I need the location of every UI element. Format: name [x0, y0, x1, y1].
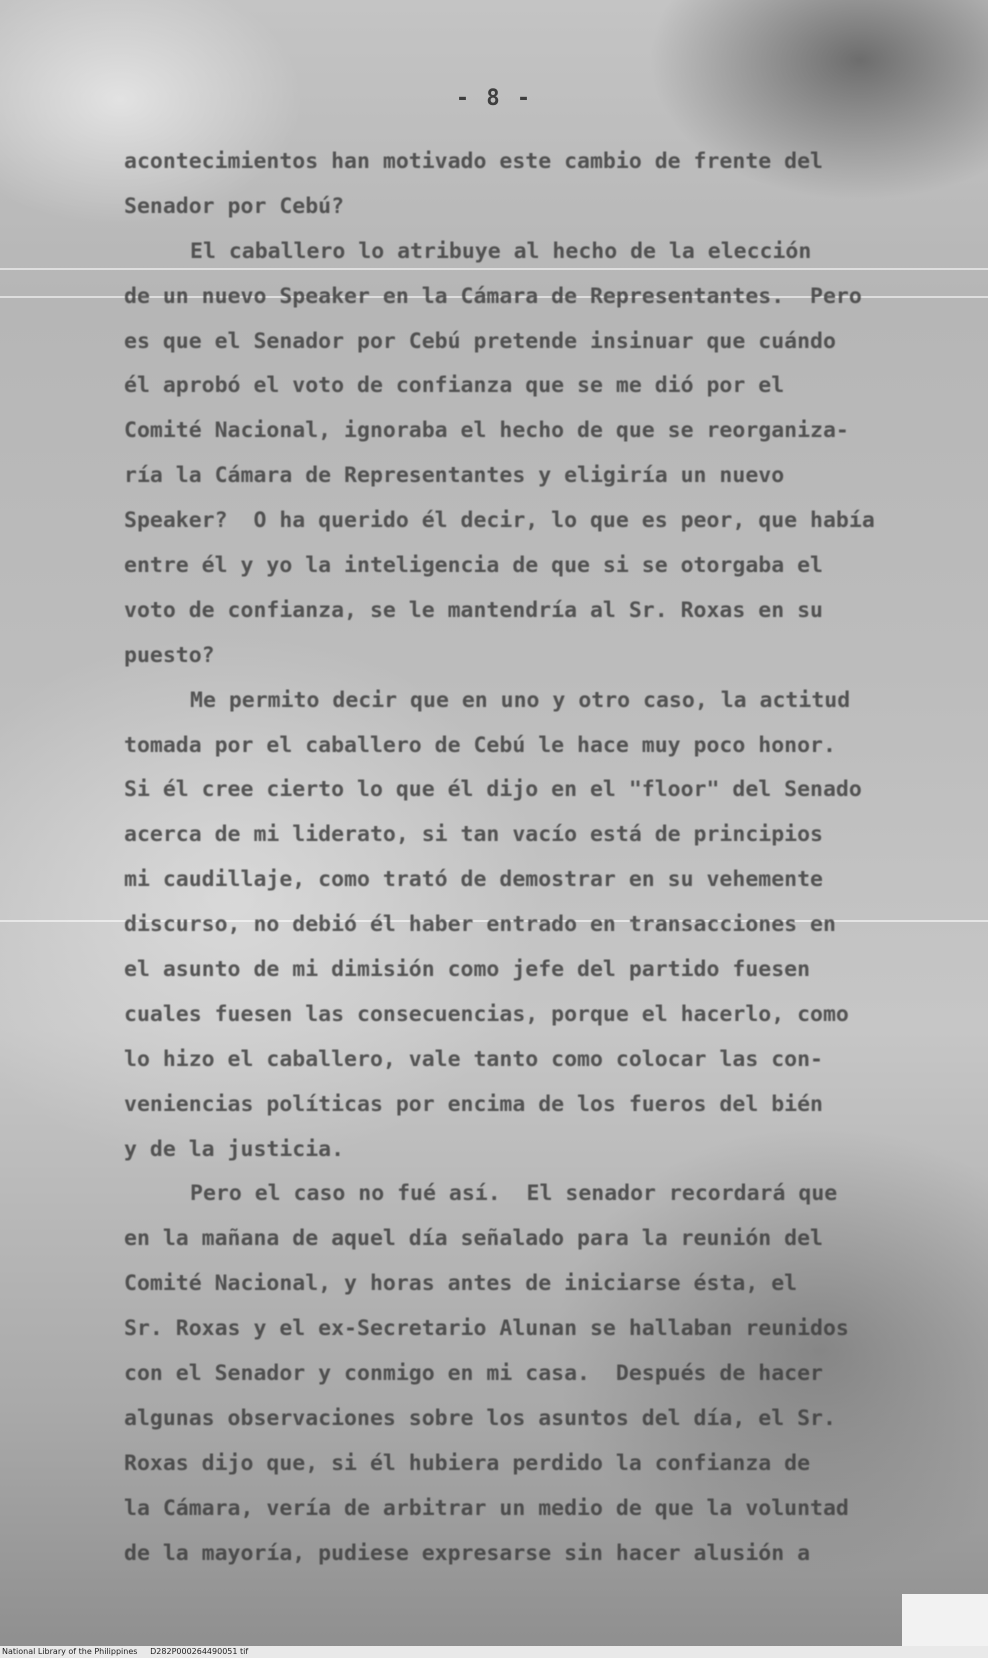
text-line: veniencias políticas por encima de los fueros del bién [124, 1091, 823, 1117]
text-line: entre él y yo la inteligencia de que si se otorgaba el [124, 553, 823, 579]
text-line: de un nuevo Speaker en la Cámara de Representantes. Pero [124, 283, 862, 309]
text-line: voto de confianza, se le mantendría al Sr. Roxas en su [124, 597, 823, 623]
text-line: Senador por Cebú? [124, 193, 345, 219]
text-line: es que el Senador por Cebú pretende insinuar que cuándo [124, 328, 836, 354]
text-line: acerca de mi liderato, si tan vacío está de principios [124, 822, 823, 848]
text-line: Comité Nacional, ignoraba el hecho de que se reorganiza- [124, 418, 849, 444]
text-line: Me permito decir que en uno y otro caso, la actitud [190, 687, 851, 713]
typewritten-body [124, 140, 944, 1577]
text-line: Roxas dijo que, si él hubiera perdido la confianza de [124, 1450, 811, 1476]
text-line: Si él cree cierto lo que él dijo en el "floor" del Senado [124, 777, 862, 803]
text-line: mi caudillaje, como trató de demostrar en su vehemente [124, 867, 823, 893]
text-line: en la mañana de aquel día señalado para la reunión del [124, 1226, 823, 1252]
scan-footer-caption: National Library of the Philippines D282P000264490051 tif [2, 1647, 249, 1656]
text-line: Comité Nacional, y horas antes de iniciarse ésta, el [124, 1271, 798, 1297]
text-line: el asunto de mi dimisión como jefe del partido fuesen [124, 957, 811, 983]
text-line: lo hizo el caballero, vale tanto como colocar las con- [124, 1046, 823, 1072]
text-line: Sr. Roxas y el ex-Secretario Alunan se hallaban reunidos [124, 1316, 849, 1342]
text-line: Speaker? O ha querido él decir, lo que es peor, que había [124, 508, 875, 534]
text-line: tomada por el caballero de Cebú le hace muy poco honor. [124, 732, 836, 758]
text-line: de la mayoría, pudiese expresarse sin hacer alusión a [124, 1540, 811, 1566]
text-line: acontecimientos han motivado este cambio de frente del [124, 149, 823, 174]
text-line: discurso, no debió él haber entrado en transacciones en [124, 912, 836, 938]
text-line: puesto? [124, 642, 215, 668]
text-line: con el Senador y conmigo en mi casa. Después de hacer [124, 1361, 823, 1387]
scan-white-patch [902, 1594, 988, 1650]
page-number: - 8 - [455, 86, 533, 111]
text-line: El caballero lo atribuye al hecho de la elección [190, 238, 812, 264]
text-line: Pero el caso no fué así. El senador recordará que [190, 1181, 838, 1207]
text-line: él aprobó el voto de confianza que se me dió por el [124, 373, 785, 399]
text-line: cuales fuesen las consecuencias, porque el hacerlo, como [124, 1001, 849, 1027]
text-line: la Cámara, vería de arbitrar un medio de que la voluntad [124, 1495, 849, 1521]
text-line: y de la justicia. [124, 1136, 345, 1162]
text-line: algunas observaciones sobre los asuntos del día, el Sr. [124, 1405, 836, 1431]
text-line: ría la Cámara de Representantes y eligiría un nuevo [124, 463, 785, 489]
